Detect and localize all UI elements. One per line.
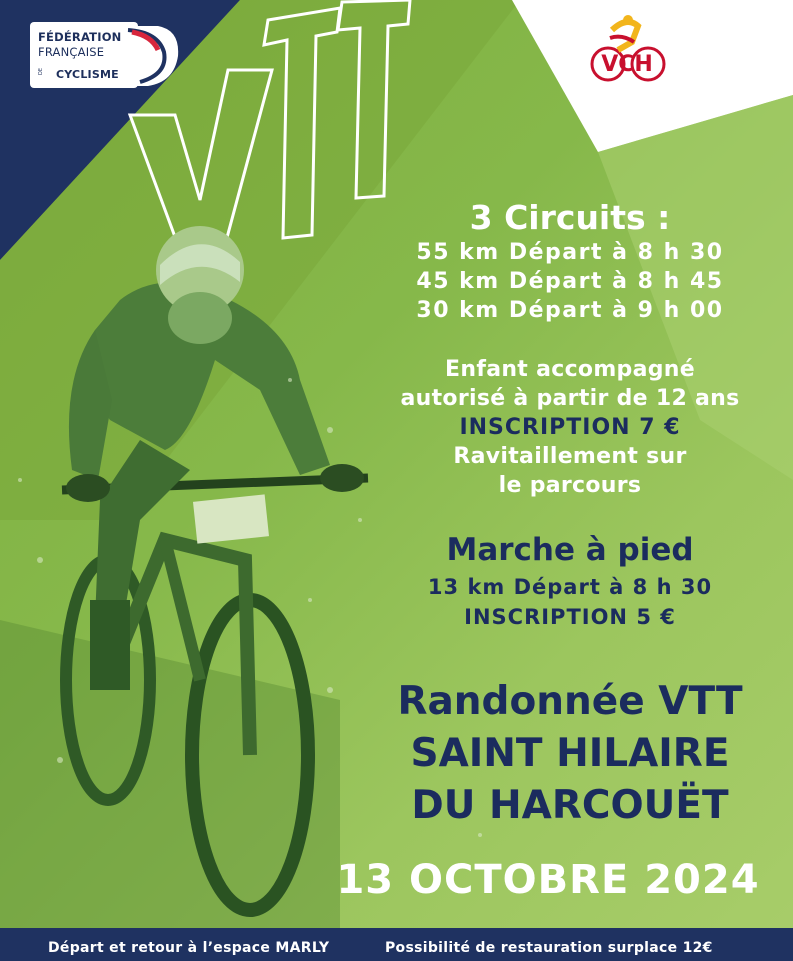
club-logo-text: VCH bbox=[601, 52, 653, 77]
footer-bar bbox=[0, 928, 793, 961]
ffc-swoosh-icon bbox=[118, 22, 182, 90]
circuit-item: 45 km Départ à 8 h 45 bbox=[416, 269, 724, 294]
info-line-child: Enfant accompagné bbox=[445, 357, 695, 382]
event-name-line2: SAINT HILAIRE bbox=[410, 731, 730, 776]
bike-registration-price: INSCRIPTION 7 € bbox=[459, 415, 681, 440]
circuit-item: 55 km Départ à 8 h 30 bbox=[416, 240, 724, 265]
event-name-line1: Randonnée VTT bbox=[397, 679, 743, 724]
info-line-supply: Ravitaillement sur bbox=[453, 444, 687, 469]
info-block bbox=[360, 355, 780, 500]
footer-catering: Possibilité de restauration surplace 12€ bbox=[385, 940, 713, 956]
footer-location: Départ et retour à l’espace MARLY bbox=[48, 940, 330, 956]
ffc-logo bbox=[30, 22, 182, 92]
info-line-age: autorisé à partir de 12 ans bbox=[400, 386, 740, 411]
circuits-list bbox=[360, 238, 780, 325]
event-name bbox=[360, 676, 780, 832]
ffc-logo-line3: CYCLISME bbox=[56, 68, 119, 81]
club-logo bbox=[582, 8, 672, 88]
rider-face bbox=[168, 292, 232, 344]
circuits-title: 3 Circuits : bbox=[469, 198, 671, 237]
ffc-logo-line2: FRANÇAISE bbox=[38, 45, 105, 59]
circuit-item: 30 km Départ à 9 h 00 bbox=[416, 298, 724, 323]
info-line-route: le parcours bbox=[498, 473, 642, 498]
event-name-line3: DU HARCOUËT bbox=[411, 783, 729, 828]
walk-title: Marche à pied bbox=[446, 532, 694, 568]
walk-details bbox=[360, 572, 780, 632]
event-date: 13 OCTOBRE 2024 bbox=[336, 857, 760, 903]
walk-distance-time: 13 km Départ à 8 h 30 bbox=[427, 575, 713, 599]
number-plate bbox=[193, 494, 269, 543]
walk-registration-price: INSCRIPTION 5 € bbox=[464, 605, 676, 629]
ffc-logo-line1: FÉDÉRATION bbox=[38, 30, 122, 44]
ffc-logo-de: DE bbox=[38, 68, 44, 76]
